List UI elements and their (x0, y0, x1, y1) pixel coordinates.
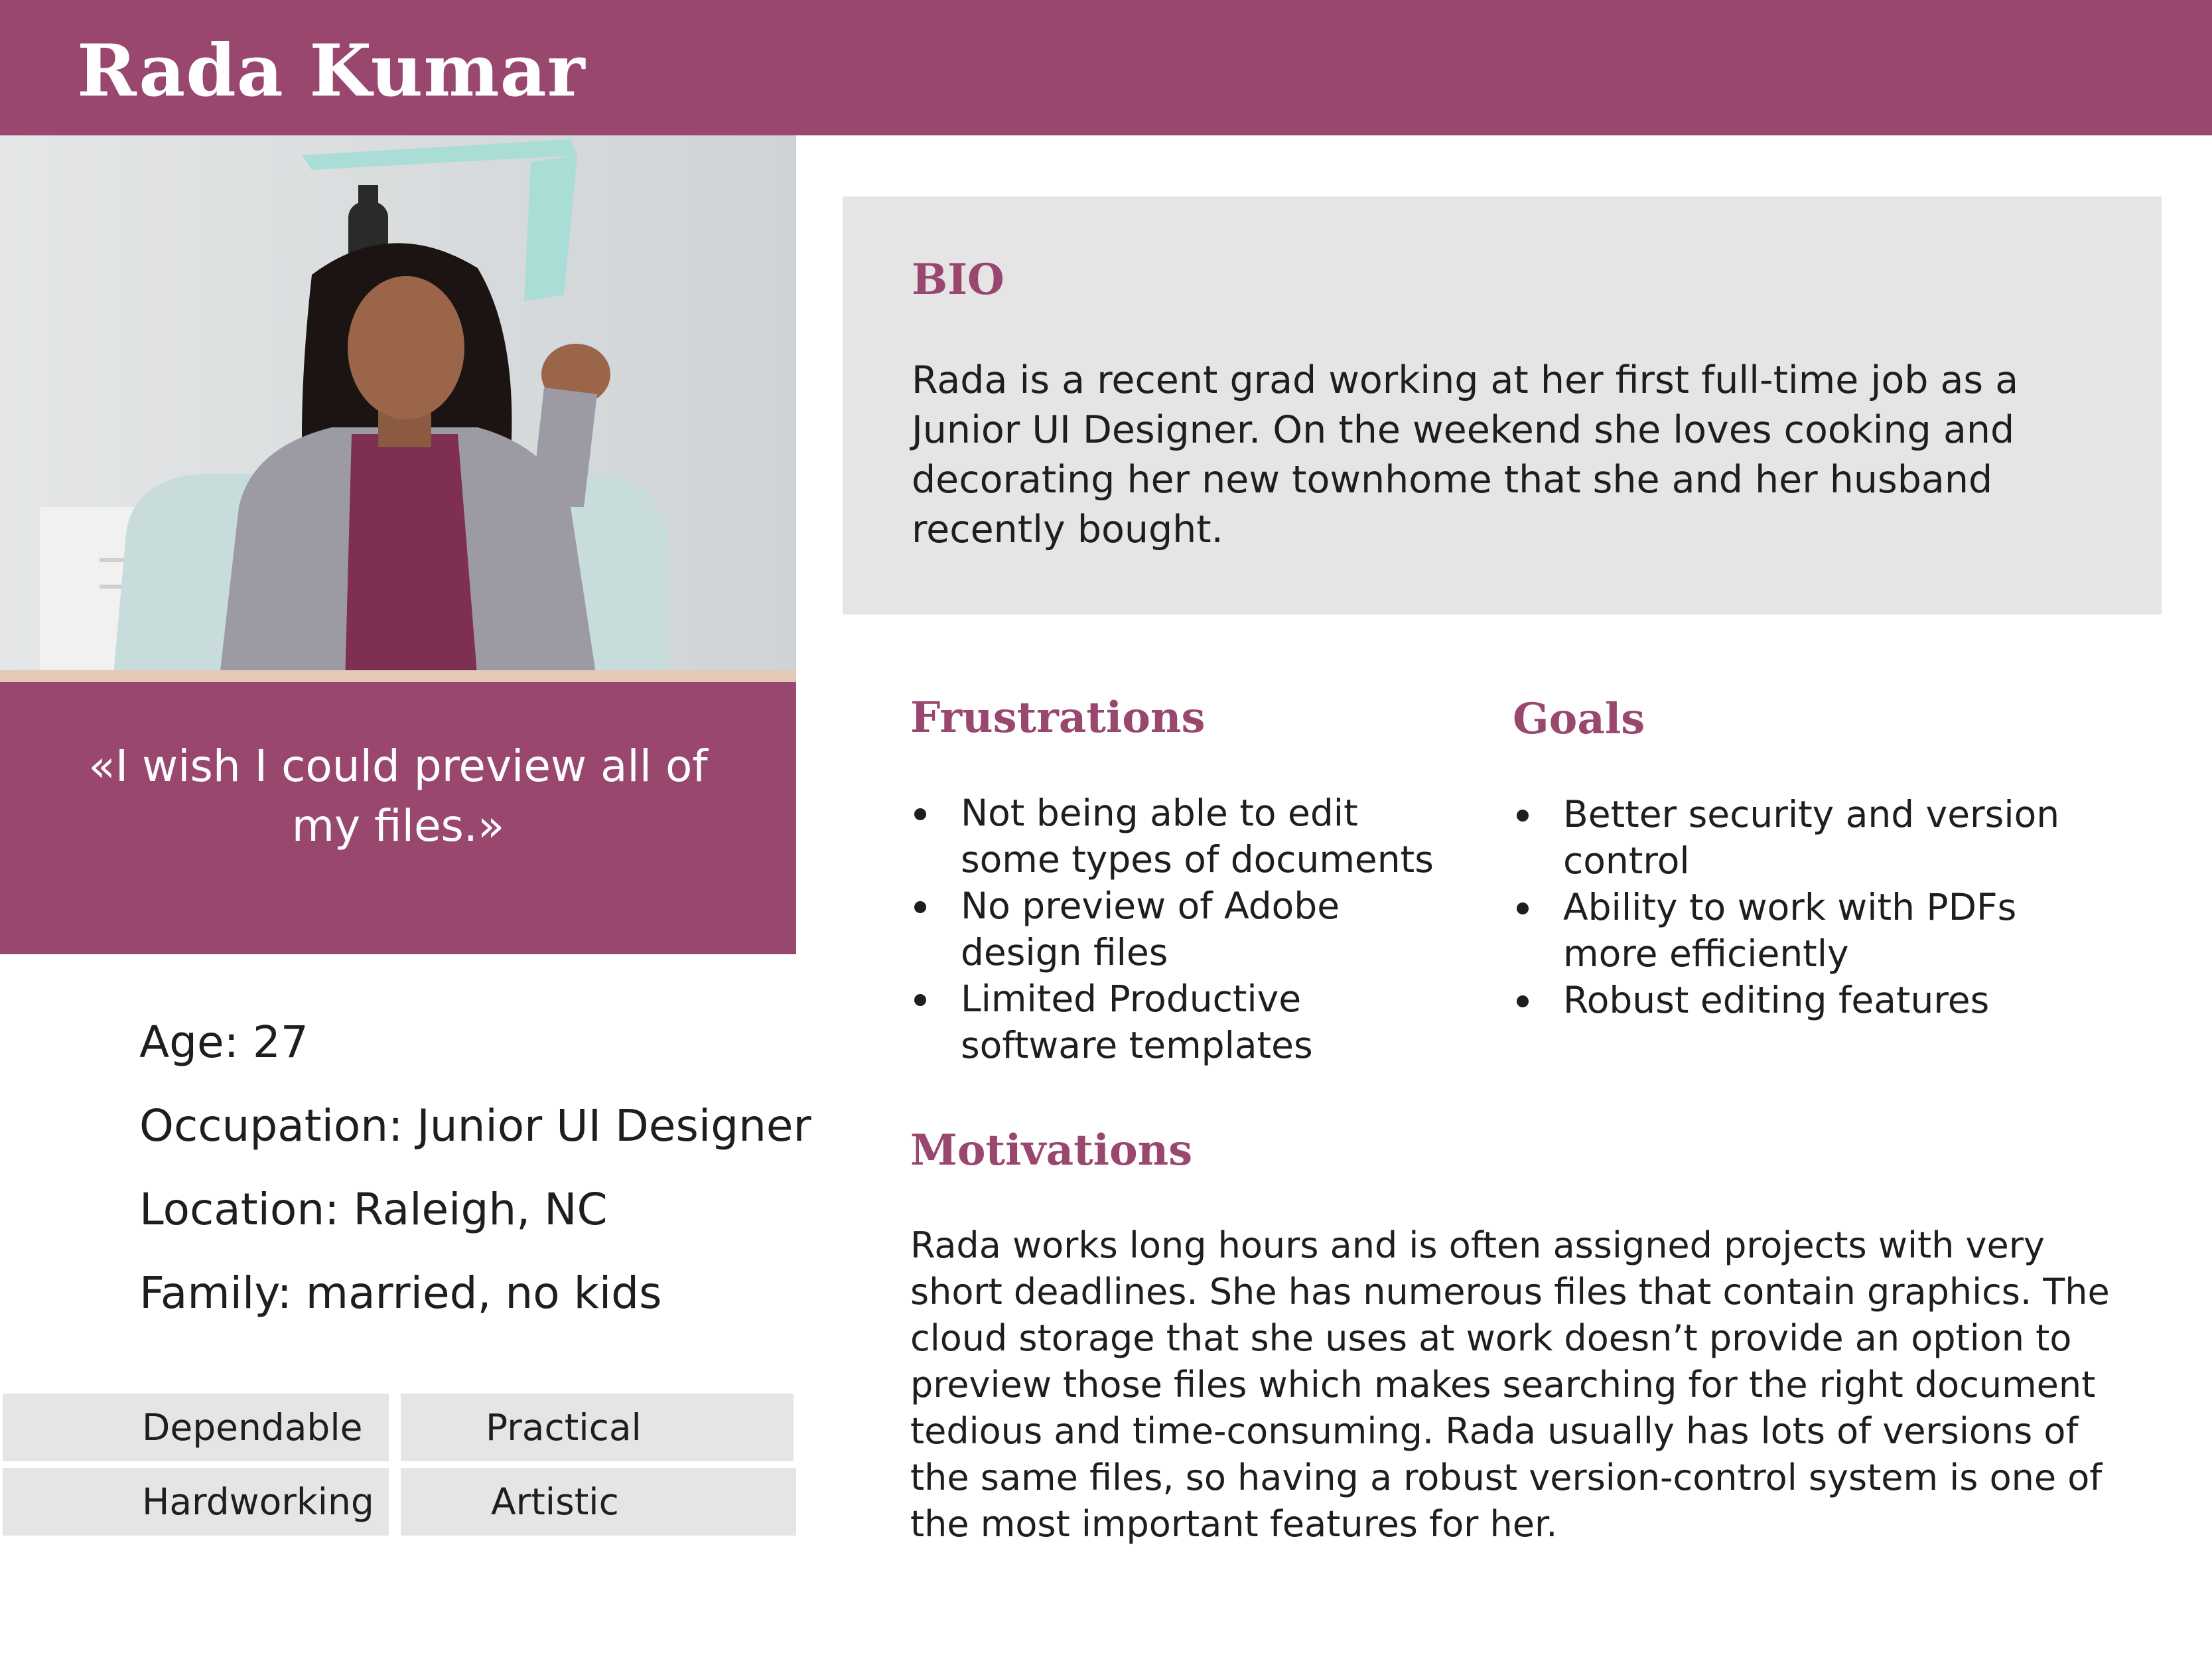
demographics-list (139, 1001, 811, 1335)
bio-panel (843, 196, 2162, 614)
motivations-title: Motivations (910, 1125, 1193, 1175)
trait-tag: Dependable (3, 1394, 389, 1461)
persona-quote: «I wish I could preview all of my files.» (88, 741, 708, 851)
header-bar (0, 0, 2212, 135)
motivations-text: Rada works long hours and is often assigned projects with very short deadlines. She has numerous files that contain graphics. The cloud storage that she uses at work doesn’t provide an option to preview those files which makes searching for the right document tedious and time-consuming. Rada usually has lots of versions of the same files, so having a robust version-control system is one of the most important features for her. (910, 1224, 2110, 1545)
frustration-item: Not being able to edit some types of documents (910, 790, 1468, 883)
demographic-location: Location: Raleigh, NC (139, 1184, 608, 1235)
frustrations-list (910, 790, 1468, 1068)
trait-tag: Artistic (401, 1468, 796, 1536)
goal-item: Robust editing features (1513, 977, 2110, 1023)
persona-photo-illustration (0, 135, 796, 682)
goal-item: Better security and version control (1513, 791, 2110, 884)
goal-item: Ability to work with PDFs more efficiently (1513, 884, 2110, 977)
bio-title: BIO (912, 255, 1004, 305)
frustrations-title: Frustrations (910, 693, 1206, 743)
demographic-age: Age: 27 (139, 1017, 309, 1068)
persona-name: Rada Kumar (77, 29, 586, 113)
frustration-item: Limited Productive software templates (910, 975, 1468, 1068)
goals-title: Goals (1513, 694, 1645, 744)
persona-photo (0, 135, 796, 682)
goals-list (1513, 791, 2110, 1023)
demographic-family: Family: married, no kids (139, 1267, 662, 1319)
quote-banner (0, 682, 796, 954)
trait-tag: Practical (401, 1394, 794, 1461)
trait-tag: Hardworking (3, 1468, 389, 1536)
frustration-item: No preview of Adobe design files (910, 883, 1468, 975)
bio-text: Rada is a recent grad working at her first full-time job as a Junior UI Designer. On the weekend she loves cooking and decorating her new townhome that she and her husband recently bought. (912, 358, 2019, 551)
demographic-occupation: Occupation: Junior UI Designer (139, 1100, 811, 1151)
